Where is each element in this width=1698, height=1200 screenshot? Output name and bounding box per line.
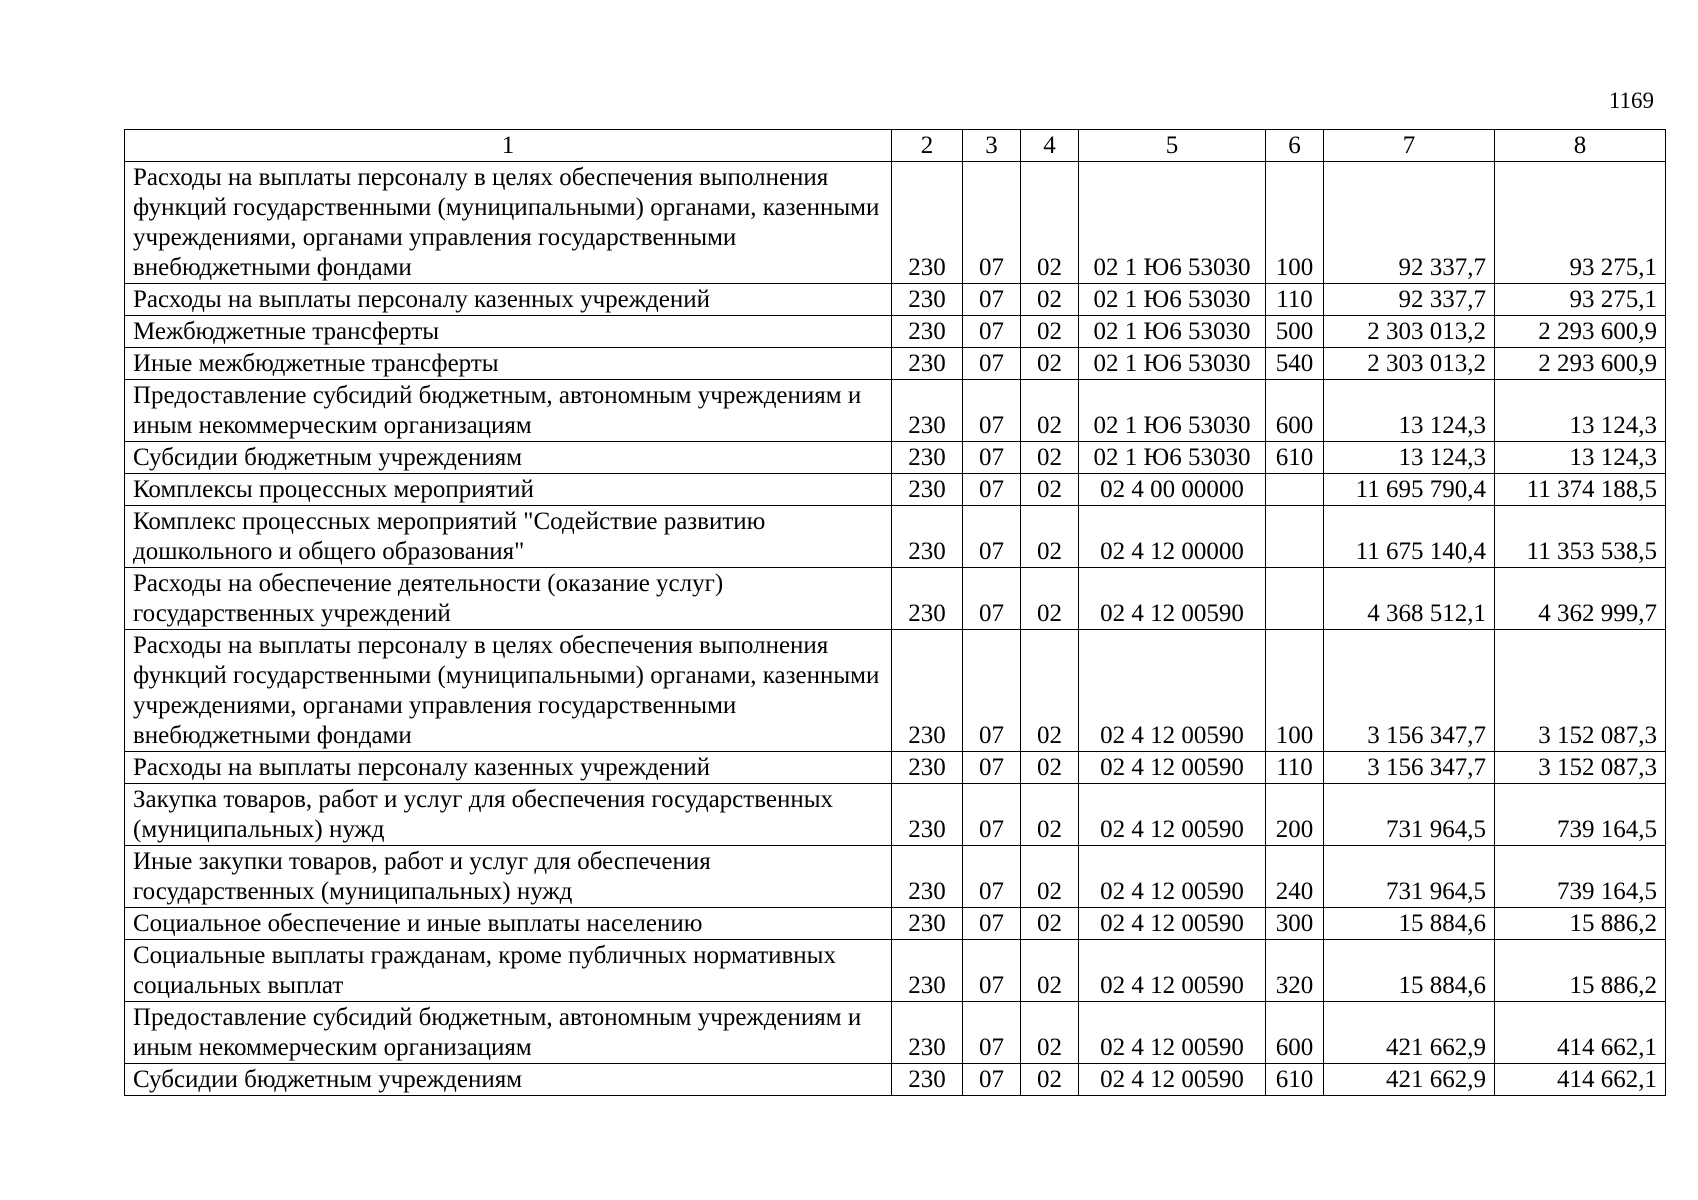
amount-year2-cell: 739 164,5 [1495, 784, 1666, 846]
subsection-cell: 02 [1021, 784, 1079, 846]
table-row [125, 908, 1666, 940]
section-cell: 07 [963, 316, 1021, 348]
grbs-cell: 230 [892, 630, 963, 752]
section-cell: 07 [963, 284, 1021, 316]
expense-type-cell: 600 [1266, 380, 1324, 442]
section-cell: 07 [963, 630, 1021, 752]
amount-year2-cell: 11 353 538,5 [1495, 506, 1666, 568]
expense-type-cell: 610 [1266, 442, 1324, 474]
expense-type-cell: 240 [1266, 846, 1324, 908]
amount-year1-cell: 731 964,5 [1324, 784, 1495, 846]
row-name-cell: Иные межбюджетные трансферты [125, 348, 892, 380]
row-name-cell: Расходы на выплаты персоналу в целях обеспечения выполнения функций государственными (муниципальными) органами, казенными учреждениями, органами управления государственными внебюджетными фондами [125, 630, 892, 752]
amount-year2-cell: 414 662,1 [1495, 1064, 1666, 1096]
table-row [125, 630, 1666, 752]
table-body [125, 162, 1666, 1096]
expense-type-cell: 500 [1266, 316, 1324, 348]
target-article-cell: 02 4 12 00000 [1079, 506, 1266, 568]
table-row [125, 846, 1666, 908]
section-cell: 07 [963, 846, 1021, 908]
expense-type-cell [1266, 506, 1324, 568]
expense-type-cell [1266, 474, 1324, 506]
grbs-cell: 230 [892, 348, 963, 380]
amount-year1-cell: 11 695 790,4 [1324, 474, 1495, 506]
target-article-cell: 02 1 Ю6 53030 [1079, 316, 1266, 348]
row-name-cell: Расходы на выплаты персоналу в целях обеспечения выполнения функций государственными (муниципальными) органами, казенными учреждениями, органами управления государственными внебюджетными фондами [125, 162, 892, 284]
grbs-cell: 230 [892, 474, 963, 506]
budget-table [124, 129, 1666, 1096]
row-name-cell: Комплексы процессных мероприятий [125, 474, 892, 506]
subsection-cell: 02 [1021, 506, 1079, 568]
subsection-cell: 02 [1021, 284, 1079, 316]
table-row [125, 284, 1666, 316]
amount-year1-cell: 421 662,9 [1324, 1002, 1495, 1064]
target-article-cell: 02 1 Ю6 53030 [1079, 284, 1266, 316]
amount-year1-cell: 731 964,5 [1324, 846, 1495, 908]
section-cell: 07 [963, 380, 1021, 442]
expense-type-cell: 610 [1266, 1064, 1324, 1096]
target-article-cell: 02 1 Ю6 53030 [1079, 162, 1266, 284]
row-name-cell: Социальное обеспечение и иные выплаты населению [125, 908, 892, 940]
table-row [125, 940, 1666, 1002]
table-row [125, 162, 1666, 284]
row-name-cell: Комплекс процессных мероприятий "Содействие развитию дошкольного и общего образования" [125, 506, 892, 568]
section-cell: 07 [963, 506, 1021, 568]
row-name-cell: Расходы на обеспечение деятельности (оказание услуг) государственных учреждений [125, 568, 892, 630]
amount-year2-cell: 93 275,1 [1495, 284, 1666, 316]
amount-year1-cell: 92 337,7 [1324, 162, 1495, 284]
table-row [125, 348, 1666, 380]
grbs-cell: 230 [892, 1002, 963, 1064]
amount-year2-cell: 739 164,5 [1495, 846, 1666, 908]
amount-year2-cell: 2 293 600,9 [1495, 348, 1666, 380]
row-name-cell: Предоставление субсидий бюджетным, автономным учреждениям и иным некоммерческим организациям [125, 380, 892, 442]
table-row [125, 380, 1666, 442]
section-cell: 07 [963, 940, 1021, 1002]
target-article-cell: 02 4 12 00590 [1079, 630, 1266, 752]
expense-type-cell: 100 [1266, 630, 1324, 752]
row-name-cell: Социальные выплаты гражданам, кроме публичных нормативных социальных выплат [125, 940, 892, 1002]
amount-year1-cell: 15 884,6 [1324, 940, 1495, 1002]
table-row [125, 1002, 1666, 1064]
subsection-cell: 02 [1021, 348, 1079, 380]
grbs-cell: 230 [892, 752, 963, 784]
table-row [125, 568, 1666, 630]
amount-year1-cell: 3 156 347,7 [1324, 630, 1495, 752]
grbs-cell: 230 [892, 506, 963, 568]
header-cell-8: 8 [1495, 130, 1666, 162]
row-name-cell: Иные закупки товаров, работ и услуг для обеспечения государственных (муниципальных) нужд [125, 846, 892, 908]
subsection-cell: 02 [1021, 846, 1079, 908]
header-cell-6: 6 [1266, 130, 1324, 162]
target-article-cell: 02 4 12 00590 [1079, 1002, 1266, 1064]
expense-type-cell: 540 [1266, 348, 1324, 380]
row-name-cell: Субсидии бюджетным учреждениям [125, 442, 892, 474]
amount-year1-cell: 15 884,6 [1324, 908, 1495, 940]
target-article-cell: 02 4 12 00590 [1079, 846, 1266, 908]
grbs-cell: 230 [892, 284, 963, 316]
row-name-cell: Расходы на выплаты персоналу казенных учреждений [125, 284, 892, 316]
table-row [125, 442, 1666, 474]
section-cell: 07 [963, 568, 1021, 630]
amount-year1-cell: 2 303 013,2 [1324, 316, 1495, 348]
header-cell-1: 1 [125, 130, 892, 162]
header-cell-3: 3 [963, 130, 1021, 162]
grbs-cell: 230 [892, 162, 963, 284]
grbs-cell: 230 [892, 784, 963, 846]
target-article-cell: 02 1 Ю6 53030 [1079, 442, 1266, 474]
section-cell: 07 [963, 752, 1021, 784]
section-cell: 07 [963, 1002, 1021, 1064]
amount-year1-cell: 421 662,9 [1324, 1064, 1495, 1096]
expense-type-cell: 300 [1266, 908, 1324, 940]
amount-year1-cell: 92 337,7 [1324, 284, 1495, 316]
subsection-cell: 02 [1021, 1002, 1079, 1064]
section-cell: 07 [963, 908, 1021, 940]
section-cell: 07 [963, 1064, 1021, 1096]
expense-type-cell: 200 [1266, 784, 1324, 846]
expense-type-cell: 110 [1266, 284, 1324, 316]
section-cell: 07 [963, 442, 1021, 474]
expense-type-cell: 320 [1266, 940, 1324, 1002]
amount-year1-cell: 4 368 512,1 [1324, 568, 1495, 630]
amount-year2-cell: 414 662,1 [1495, 1002, 1666, 1064]
grbs-cell: 230 [892, 908, 963, 940]
subsection-cell: 02 [1021, 568, 1079, 630]
page-number: 1169 [1608, 88, 1654, 113]
header-row [125, 130, 1666, 162]
subsection-cell: 02 [1021, 752, 1079, 784]
grbs-cell: 230 [892, 316, 963, 348]
table-row [125, 316, 1666, 348]
expense-type-cell: 110 [1266, 752, 1324, 784]
row-name-cell: Расходы на выплаты персоналу казенных учреждений [125, 752, 892, 784]
header-cell-7: 7 [1324, 130, 1495, 162]
amount-year1-cell: 13 124,3 [1324, 380, 1495, 442]
target-article-cell: 02 4 12 00590 [1079, 784, 1266, 846]
subsection-cell: 02 [1021, 162, 1079, 284]
target-article-cell: 02 4 12 00590 [1079, 940, 1266, 1002]
row-name-cell: Субсидии бюджетным учреждениям [125, 1064, 892, 1096]
grbs-cell: 230 [892, 940, 963, 1002]
header-cell-2: 2 [892, 130, 963, 162]
grbs-cell: 230 [892, 568, 963, 630]
header-cell-4: 4 [1021, 130, 1079, 162]
subsection-cell: 02 [1021, 380, 1079, 442]
amount-year2-cell: 13 124,3 [1495, 380, 1666, 442]
amount-year2-cell: 3 152 087,3 [1495, 630, 1666, 752]
target-article-cell: 02 4 12 00590 [1079, 752, 1266, 784]
grbs-cell: 230 [892, 380, 963, 442]
subsection-cell: 02 [1021, 316, 1079, 348]
table-row [125, 1064, 1666, 1096]
grbs-cell: 230 [892, 442, 963, 474]
amount-year1-cell: 11 675 140,4 [1324, 506, 1495, 568]
expense-type-cell [1266, 568, 1324, 630]
amount-year2-cell: 3 152 087,3 [1495, 752, 1666, 784]
expense-type-cell: 100 [1266, 162, 1324, 284]
target-article-cell: 02 4 12 00590 [1079, 908, 1266, 940]
amount-year2-cell: 15 886,2 [1495, 940, 1666, 1002]
header-cell-5: 5 [1079, 130, 1266, 162]
subsection-cell: 02 [1021, 908, 1079, 940]
subsection-cell: 02 [1021, 1064, 1079, 1096]
grbs-cell: 230 [892, 1064, 963, 1096]
amount-year2-cell: 4 362 999,7 [1495, 568, 1666, 630]
amount-year2-cell: 15 886,2 [1495, 908, 1666, 940]
amount-year2-cell: 2 293 600,9 [1495, 316, 1666, 348]
amount-year2-cell: 13 124,3 [1495, 442, 1666, 474]
amount-year2-cell: 93 275,1 [1495, 162, 1666, 284]
amount-year2-cell: 11 374 188,5 [1495, 474, 1666, 506]
table-row [125, 752, 1666, 784]
amount-year1-cell: 2 303 013,2 [1324, 348, 1495, 380]
section-cell: 07 [963, 348, 1021, 380]
subsection-cell: 02 [1021, 630, 1079, 752]
row-name-cell: Межбюджетные трансферты [125, 316, 892, 348]
expense-type-cell: 600 [1266, 1002, 1324, 1064]
subsection-cell: 02 [1021, 474, 1079, 506]
row-name-cell: Закупка товаров, работ и услуг для обеспечения государственных (муниципальных) нужд [125, 784, 892, 846]
amount-year1-cell: 3 156 347,7 [1324, 752, 1495, 784]
section-cell: 07 [963, 474, 1021, 506]
table-row [125, 506, 1666, 568]
target-article-cell: 02 1 Ю6 53030 [1079, 380, 1266, 442]
target-article-cell: 02 4 00 00000 [1079, 474, 1266, 506]
subsection-cell: 02 [1021, 442, 1079, 474]
table-header [125, 130, 1666, 162]
target-article-cell: 02 4 12 00590 [1079, 1064, 1266, 1096]
table-row [125, 784, 1666, 846]
table-row [125, 474, 1666, 506]
subsection-cell: 02 [1021, 940, 1079, 1002]
target-article-cell: 02 4 12 00590 [1079, 568, 1266, 630]
amount-year1-cell: 13 124,3 [1324, 442, 1495, 474]
row-name-cell: Предоставление субсидий бюджетным, автономным учреждениям и иным некоммерческим организациям [125, 1002, 892, 1064]
target-article-cell: 02 1 Ю6 53030 [1079, 348, 1266, 380]
section-cell: 07 [963, 784, 1021, 846]
grbs-cell: 230 [892, 846, 963, 908]
section-cell: 07 [963, 162, 1021, 284]
